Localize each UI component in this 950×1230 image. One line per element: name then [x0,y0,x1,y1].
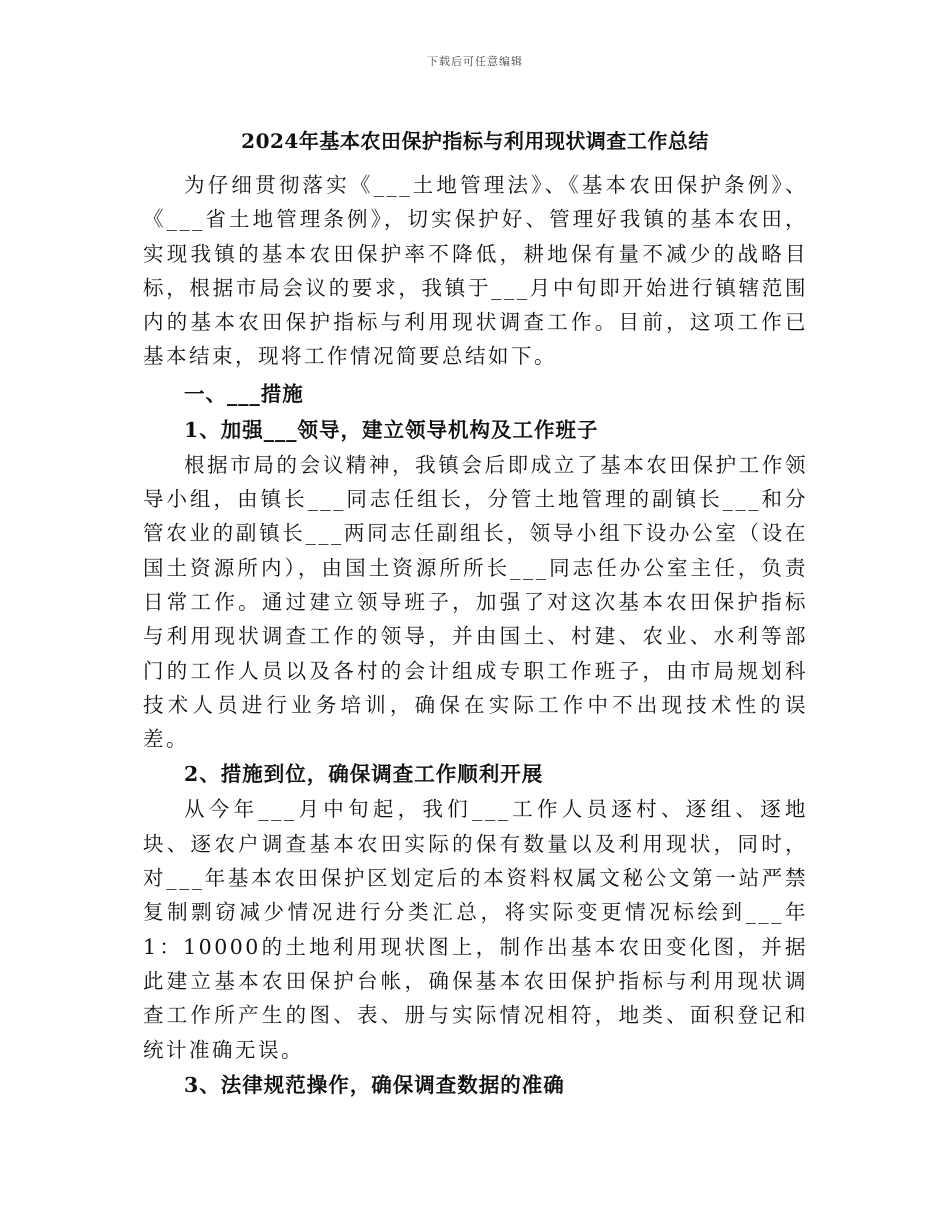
document-body [143,168,808,1103]
header-note: 下载后可任意编辑 [427,55,523,68]
subsection-2-paragraph: 从今年___月中旬起，我们___工作人员逐村、逐组、逐地块、逐农户调查基本农田实际的保有数量以及利用现状，同时，对___年基本农田保护区划定后的本资料权属文秘公文第一站严禁复制剽窃减少情况进行分类汇总，将实际变更情况标绘到___年1：10000的土地利用现状图上，制作出基本农田变化图，并据此建立基本农田保护台帐，确保基本农田保护指标与利用现状调查工作所产生的图、表、册与实际情况相符，地类、面积登记和统计准确无误。 [143,797,808,1062]
subsection-1-heading: 1、加强___领导，建立领导机构及工作班子 [184,417,599,442]
subsection-2-heading: 2、措施到位，确保调查工作顺利开展 [184,762,544,787]
subsection-3-heading: 3、法律规范操作，确保调查数据的准确 [184,1072,565,1097]
document-title: 2024年基本农田保护指标与利用现状调查工作总结 [241,129,709,153]
intro-paragraph: 为仔细贯彻落实《___土地管理法》、《基本农田保护条例》、《___省土地管理条例》，切实保护好、管理好我镇的基本农田，实现我镇的基本农田保护率不降低，耕地保有量不减少的战略目标，根据市局会议的要求，我镇于___月中旬即开始进行镇辖范围内的基本农田保护指标与利用现状调查工作。目前，这项工作已基本结束，现将工作情况简要总结如下。 [143,173,808,369]
section-1-heading: 一、___措施 [184,381,304,406]
subsection-1-paragraph: 根据市局的会议精神，我镇会后即成立了基本农田保护工作领导小组，由镇长___同志任组长，分管土地管理的副镇长___和分管农业的副镇长___两同志任副组长，领导小组下设办公室（设在国土资源所内），由国土资源所所长___同志任办公室主任，负责日常工作。通过建立领导班子，加强了对这次基本农田保护指标与利用现状调查工作的领导，并由国土、村建、农业、水利等部门的工作人员以及各村的会计组成专职工作班子，由市局规划科技术人员进行业务培训，确保在实际工作中不出现技术性的误差。 [143,452,808,752]
